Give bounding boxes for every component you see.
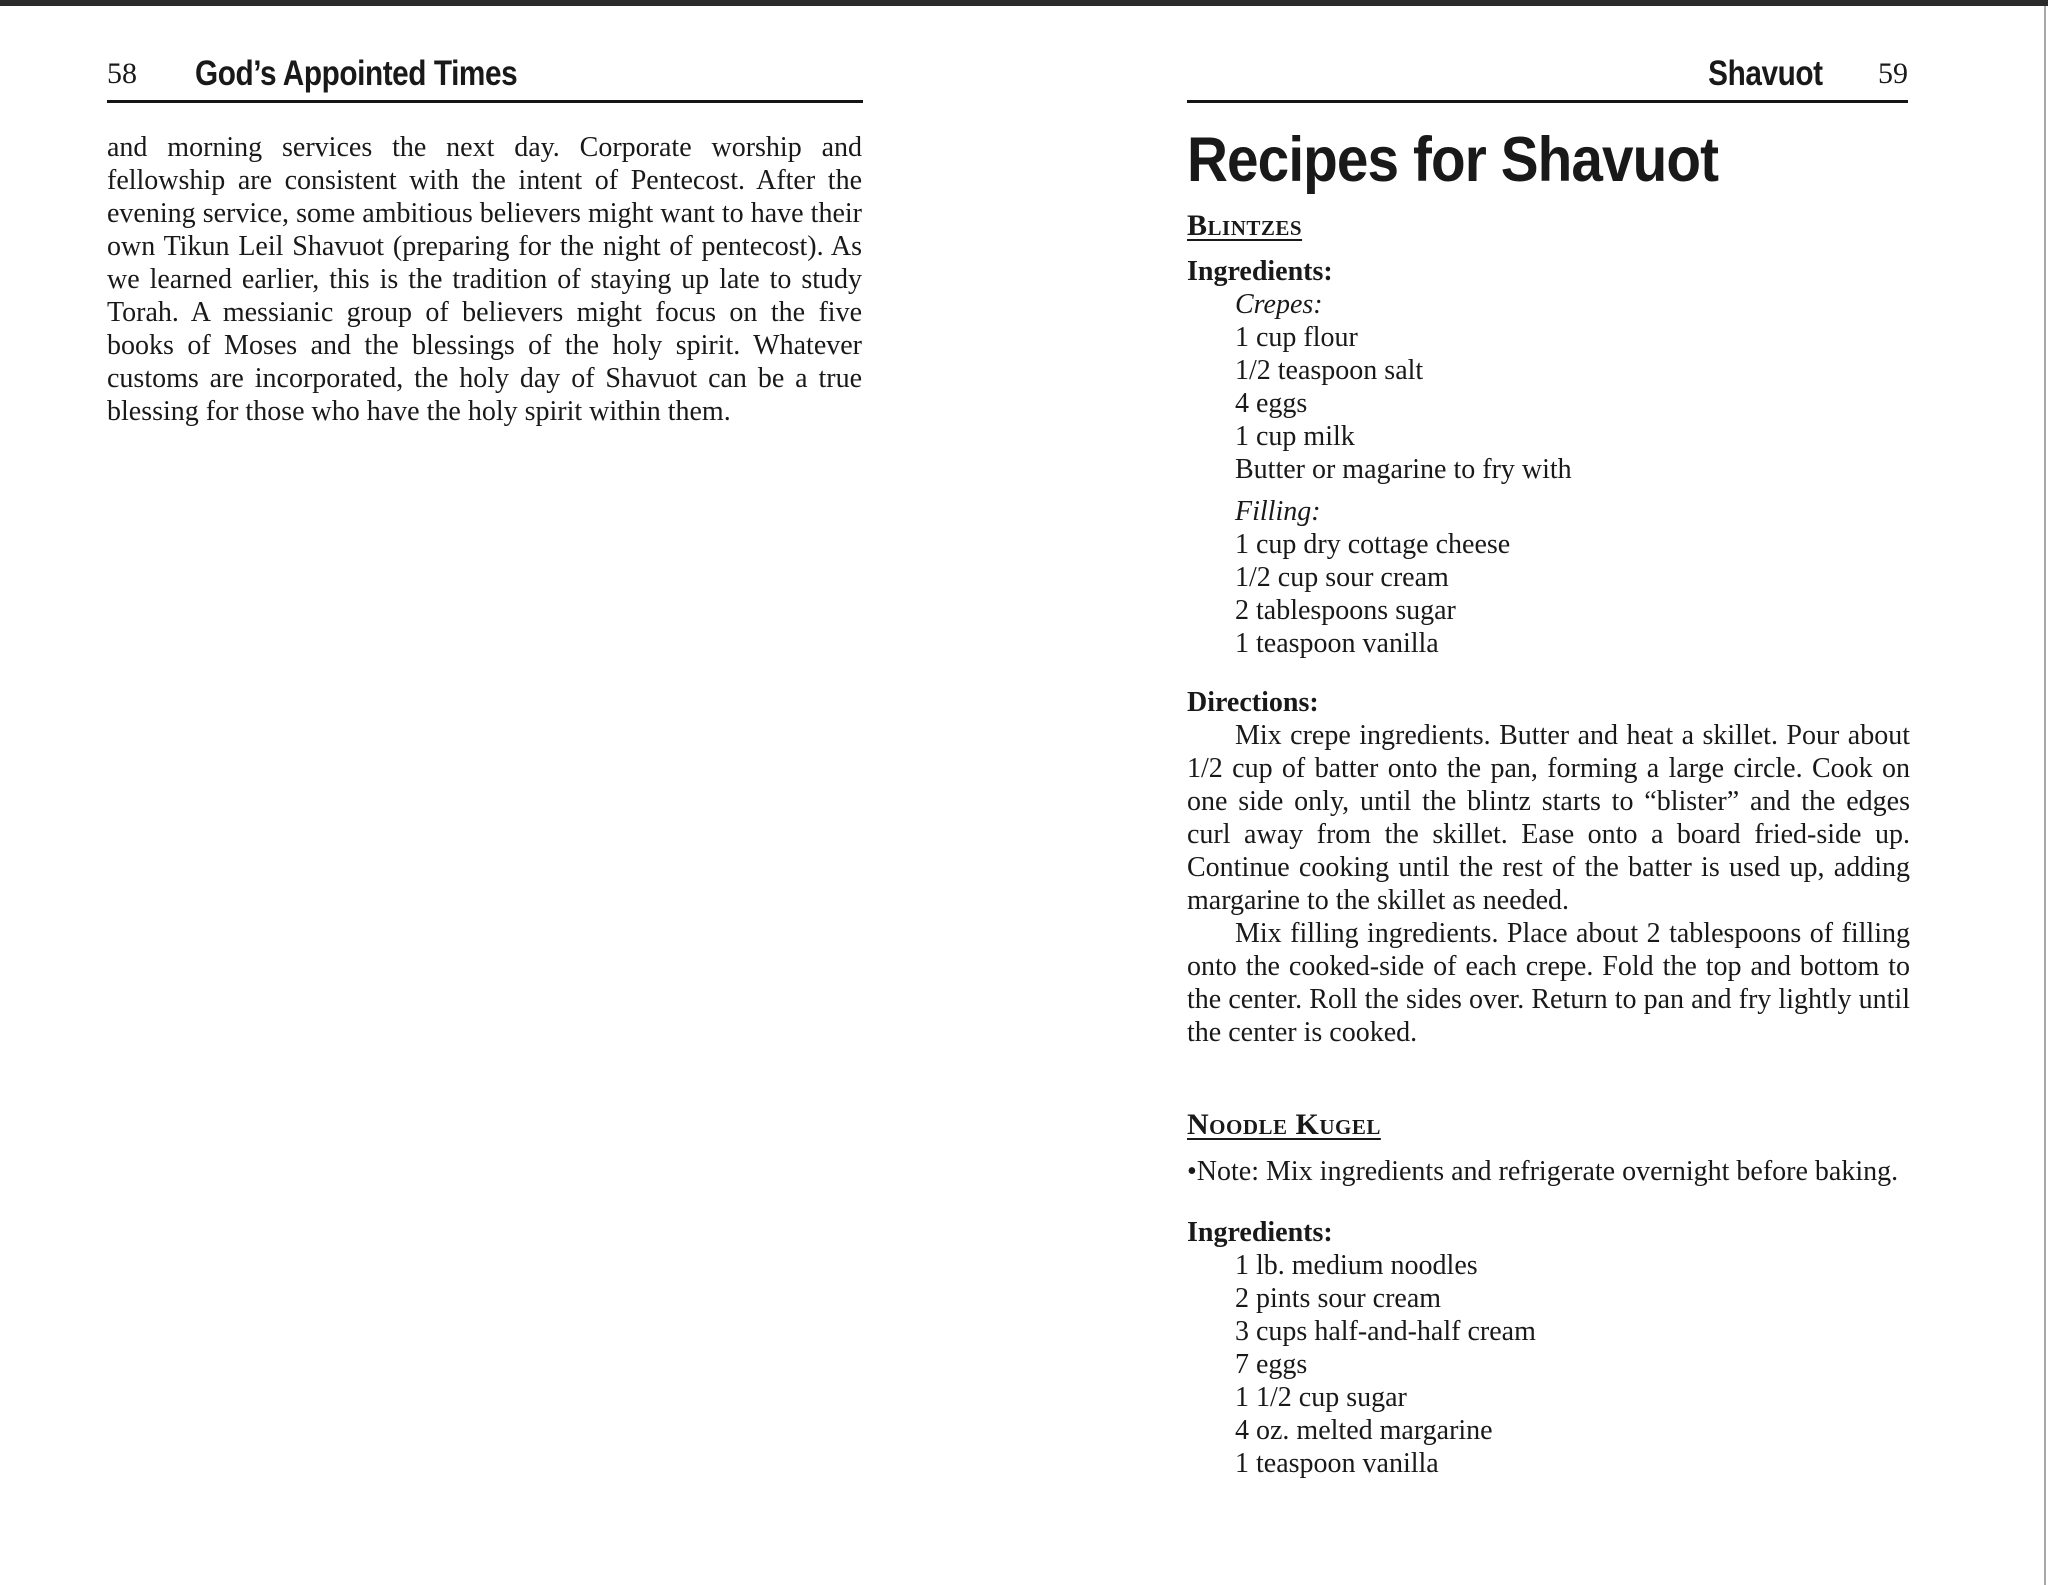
blintzes-directions-paragraph: Mix crepe ingredients. Butter and heat a skillet. Pour about 1/2 cup of batter onto the pan, forming a large circle. Cook on one side only, until the blintz starts to “blister” and the edges curl away from the skillet. Ease onto a board fried-side up. Continue cooking until the rest of the batter is used up, adding margarine to the skillet as needed. — [1187, 720, 1910, 916]
scan-right-edge-line — [2044, 6, 2046, 1585]
left-page-number: 58 — [107, 57, 137, 90]
ingredient-line: 4 oz. melted margarine — [1235, 1415, 1493, 1446]
filling-group-label: Filling: — [1235, 496, 1321, 527]
noodle-kugel-ingredients-group — [1235, 1249, 1910, 1480]
main-heading: Recipes for Shavuot — [1187, 125, 1719, 195]
ingredient-line: 1 teaspoon vanilla — [1235, 628, 1439, 659]
blintzes-ingredients-label: Ingredients: — [1187, 256, 1333, 287]
noodle-kugel-note: •Note: Mix ingredients and refrigerate overnight before baking. — [1187, 1156, 1899, 1187]
left-page-header-title: God’s Appointed Times — [195, 54, 518, 93]
blintzes-directions-label: Directions: — [1187, 687, 1319, 718]
right-page-number: 59 — [1878, 57, 1908, 90]
recipe-noodle-kugel-title: Noodle Kugel — [1187, 1108, 1381, 1141]
ingredient-line: 1 teaspoon vanilla — [1235, 1448, 1439, 1479]
ingredient-line: 1/2 cup sour cream — [1235, 562, 1449, 593]
recipe-noodle-kugel — [1187, 1091, 1910, 1480]
left-page-header — [107, 50, 863, 103]
ingredient-line: 1/2 teaspoon salt — [1235, 355, 1424, 386]
ingredient-line: 1 cup milk — [1235, 421, 1355, 452]
ingredient-line: 7 eggs — [1235, 1349, 1308, 1380]
noodle-kugel-ingredients-label: Ingredients: — [1187, 1217, 1333, 1248]
ingredient-line: 1 cup dry cottage cheese — [1235, 529, 1511, 560]
ingredient-line: 4 eggs — [1235, 388, 1308, 419]
scan-top-bar — [0, 0, 2048, 6]
ingredient-line: Butter or magarine to fry with — [1235, 454, 1572, 485]
crepes-group-label: Crepes: — [1235, 289, 1323, 320]
right-page-content — [1187, 104, 1910, 1480]
right-page-header-title: Shavuot — [1708, 54, 1823, 93]
blintzes-crepes-group — [1235, 288, 1910, 486]
blintzes-filling-group — [1235, 495, 1910, 660]
recipe-blintzes — [1187, 192, 1910, 1049]
ingredient-line: 3 cups half-and-half cream — [1235, 1316, 1536, 1347]
ingredient-line: 1 lb. medium noodles — [1235, 1250, 1478, 1281]
ingredient-line: 1 cup flour — [1235, 322, 1358, 353]
blintzes-directions-paragraph: Mix filling ingredients. Place about 2 tablespoons of filling onto the cooked-side of each crepe. Fold the top and bottom to the center. Roll the sides over. Return to pan and fry lightly until the center is cooked. — [1187, 918, 1910, 1048]
right-page-header — [1187, 50, 1908, 103]
ingredient-line: 2 pints sour cream — [1235, 1283, 1442, 1314]
ingredient-line: 1 1/2 cup sugar — [1235, 1382, 1407, 1413]
ingredient-line: 2 tablespoons sugar — [1235, 595, 1456, 626]
recipe-blintzes-title: Blintzes — [1187, 209, 1303, 242]
left-page-body-paragraph: and morning services the next day. Corporate worship and fellowship are consistent with the intent of Pentecost. After the evening service, some ambitious believers might want to have their own Tikun Leil Shavuot (preparing for the night of pentecost). As we learned earlier, this is the tradition of staying up late to study Torah. A messianic group of believers might focus on the five books of Moses and the blessings of the holy spirit. Whatever customs are incorporated, the holy day of Shavuot can be a true blessing for those who have the holy spirit within them. — [107, 132, 862, 427]
